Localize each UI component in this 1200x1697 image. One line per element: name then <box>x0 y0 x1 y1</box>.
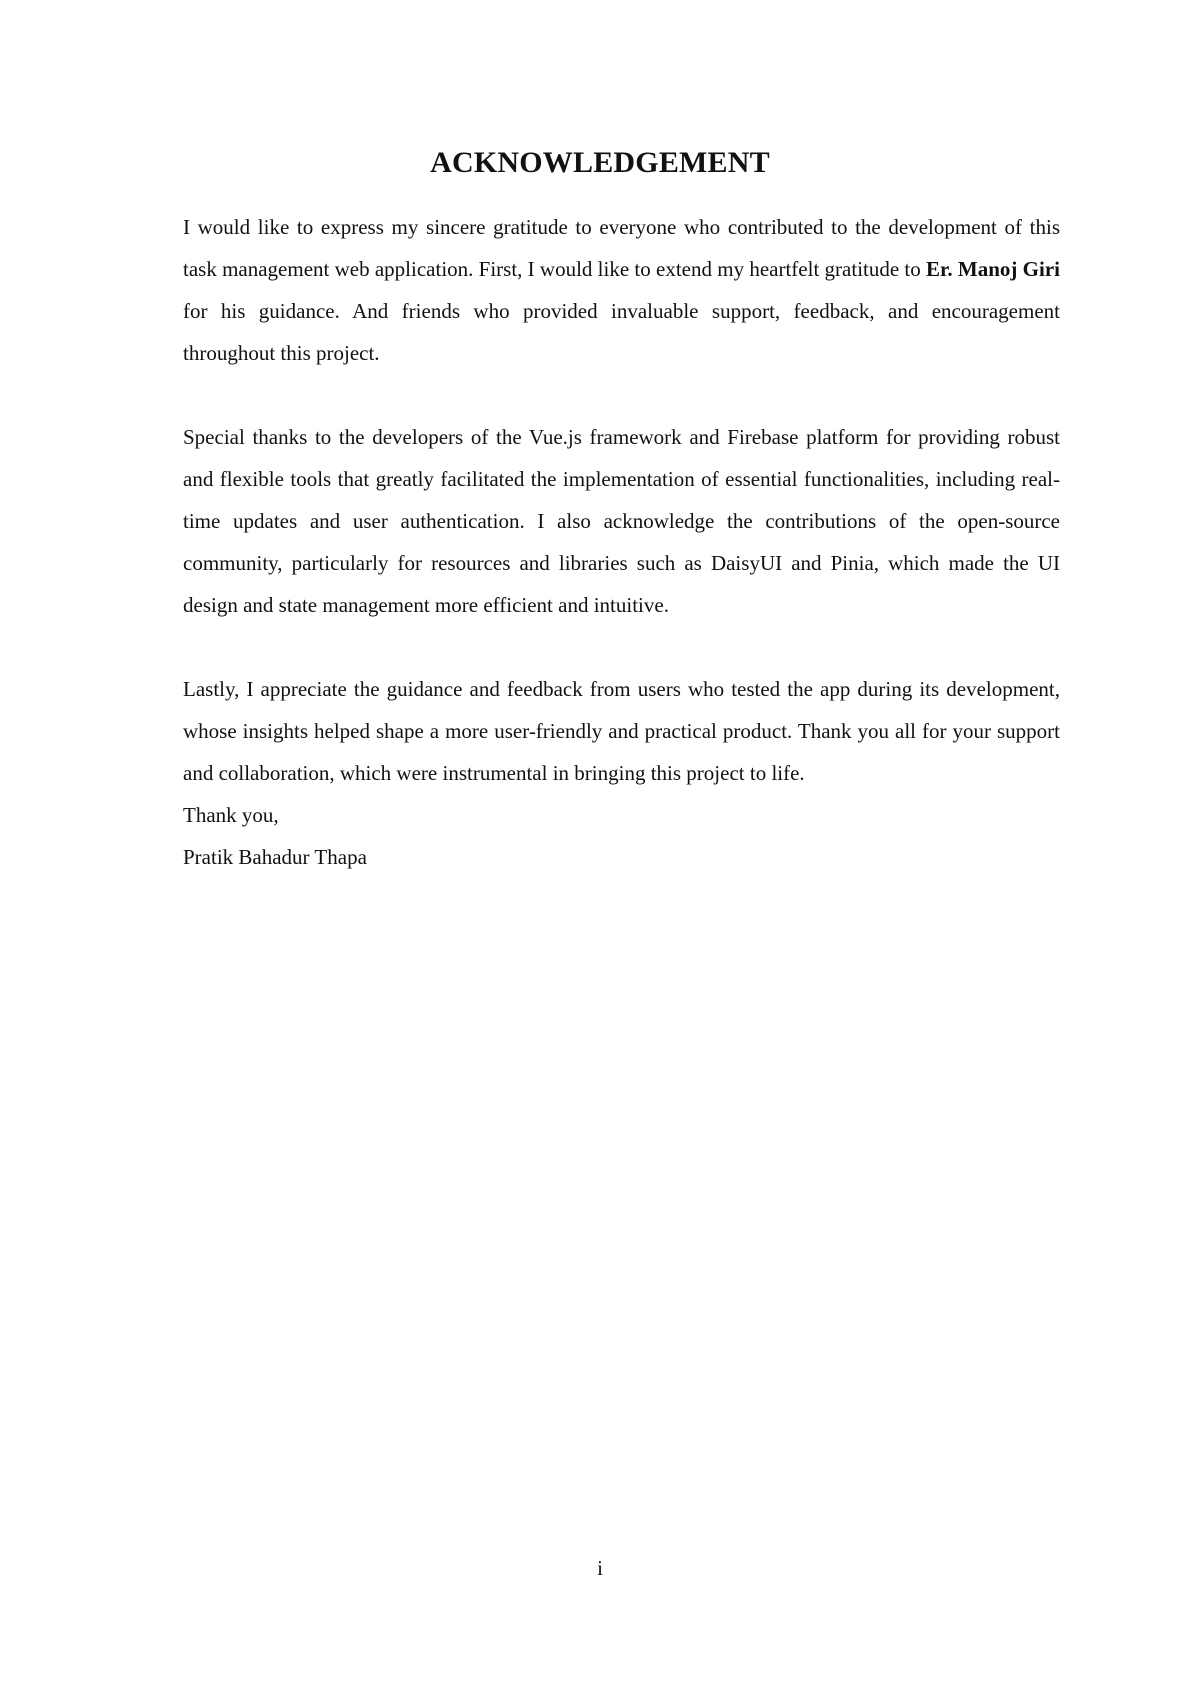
paragraph-intro-text-before: I would like to express my sincere gratitude to everyone who contributed to the development of this task management web application. First, I would like to extend my heartfelt gratitude to <box>183 215 1060 281</box>
supervisor-name: Er. Manoj Giri <box>926 257 1061 281</box>
closing-salutation: Thank you, <box>183 803 279 827</box>
author-name: Pratik Bahadur Thapa <box>183 845 367 869</box>
page-number: i <box>597 1556 603 1580</box>
paragraph-thanks: Special thanks to the developers of the Vue.js framework and Firebase platform for providing robust and flexible tools that greatly facilitated the implementation of essential functionalities, including real-time updates and user authentication. I also acknowledge the contributions of the open-source community, particularly for resources and libraries such as DaisyUI and Pinia, which made the UI design and state management more efficient and intuitive. <box>183 425 1060 617</box>
document-body <box>183 206 1060 878</box>
paragraph-intro <box>183 206 1060 374</box>
paragraph-closing: Lastly, I appreciate the guidance and feedback from users who tested the app during its development, whose insights helped shape a more user-friendly and practical product. Thank you all for your support and collaboration, which were instrumental in bringing this project to life. <box>183 677 1060 785</box>
paragraph-intro-text-after: for his guidance. And friends who provided invaluable support, feedback, and encouragement throughout this project. <box>183 299 1060 365</box>
page-title: ACKNOWLEDGEMENT <box>430 146 770 179</box>
